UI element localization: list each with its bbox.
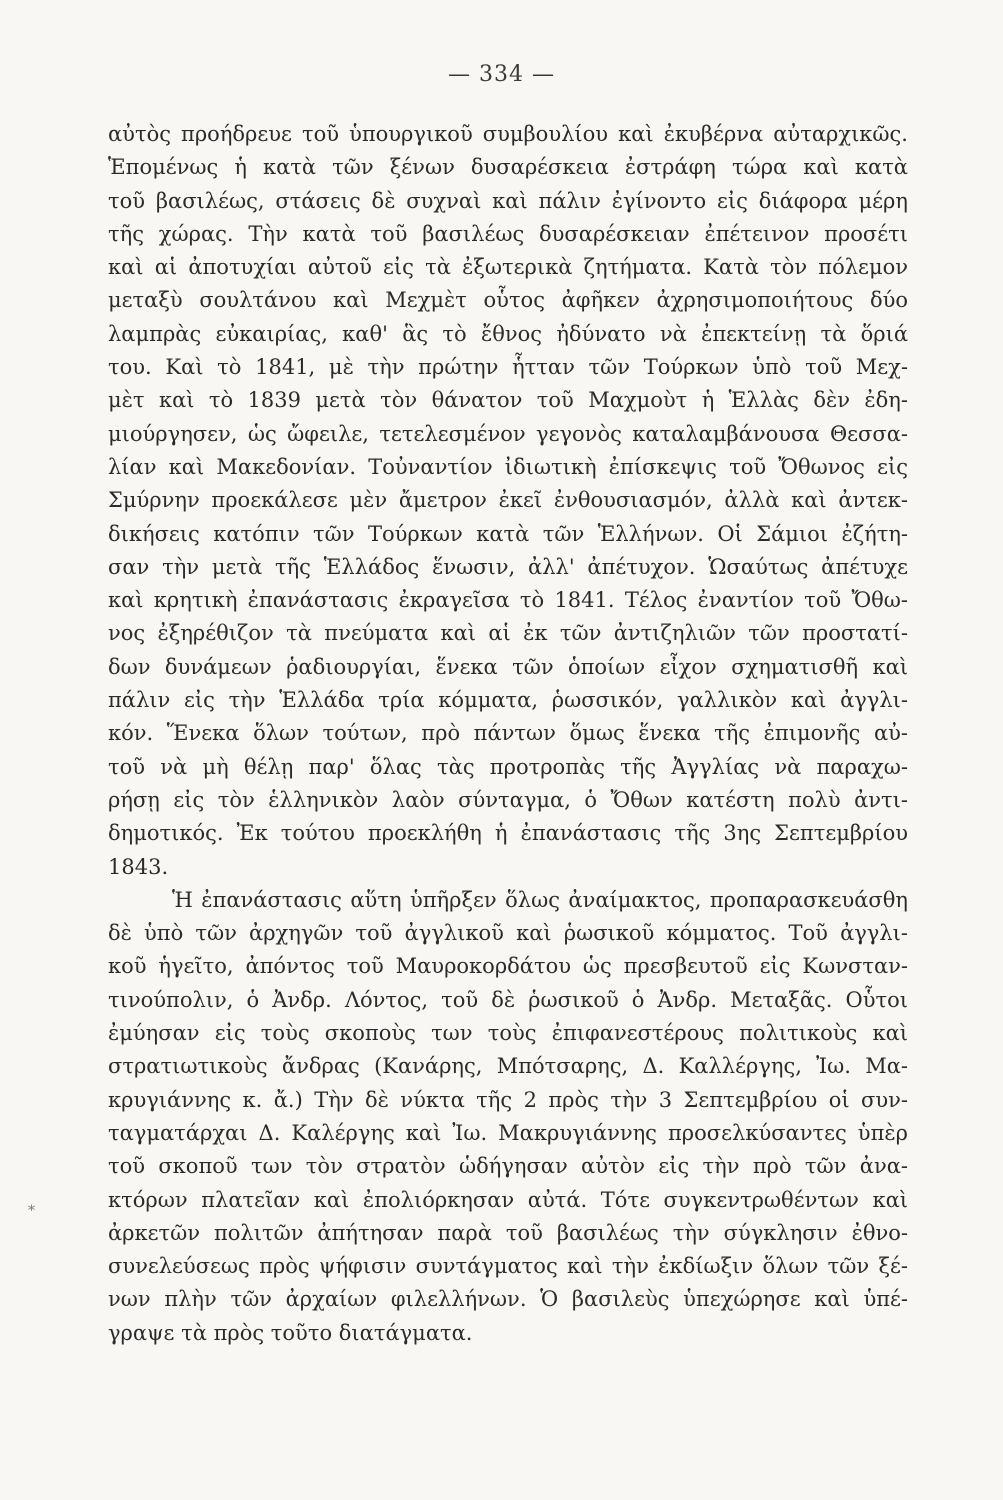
text-line: κόν. Ἕνεκα ὅλων τούτων, πρὸ πάντων ὅμως ἕνεκα τῆς ἐπιμονῆς αὐ- [108,721,908,746]
text-line: ἐμύησαν εἰς τοὺς σκοποὺς των τοὺς ἐπιφανεστέρους πολιτικοὺς καὶ [108,1021,908,1046]
text-line: μὲτ καὶ τὸ 1839 μετὰ τὸν θάνατον τοῦ Μαχμοὺτ ἡ Ἑλλὰς δὲν ἐδη- [108,388,908,413]
text-line: νων πλὴν τῶν ἀρχαίων φιλελλήνων. Ὁ βασιλεὺς ὑπεχώρησε καὶ ὑπέ- [108,1287,908,1312]
stray-ink-mark: * [28,1203,35,1219]
text-line: ἀρκετῶν πολιτῶν ἀπήτησαν παρὰ τοῦ βασιλέως τὴν σύγκλησιν ἐθνο- [108,1220,908,1245]
page-number: — 334 — [448,62,555,87]
text-line: κτόρων πλατεῖαν καὶ ἐπολιόρκησαν αὐτά. Τότε συγκεντρωθέντων καὶ [108,1187,908,1212]
text-line: ταγματάρχαι Δ. Καλέργης καὶ Ἰω. Μακρυγιάννης προσελκύσαντες ὑπὲρ [108,1120,908,1145]
text-line: Ἑπομένως ἡ κατὰ τῶν ξένων δυσαρέσκεια ἐστράφη τώρα καὶ κατὰ [108,155,908,180]
text-line: καὶ κρητικὴ ἐπανάστασις ἐκραγεῖσα τὸ 1841. Τέλος ἐναντίον τοῦ Ὄθω- [108,588,908,613]
text-line: τοῦ σκοποῦ των τὸν στρατὸν ὡδήγησαν αὐτὸν εἰς τὴν πρὸ τῶν ἀνα- [108,1154,908,1179]
text-line: κρυγιάννης κ. ἄ.) Τὴν δὲ νύκτα τῆς 2 πρὸς τὴν 3 Σεπτεμβρίου οἱ συν- [108,1087,908,1112]
text-line: 1843. [108,854,169,879]
text-line: Ἡ ἐπανάστασις αὕτη ὑπῆρξεν ὅλως ἀναίμακτος, προπαρασκευάσθη [172,887,908,912]
text-line: δων δυνάμεων ῥαδιουργίαι, ἕνεκα τῶν ὁποίων εἶχον σχηματισθῆ καὶ [108,654,908,679]
text-line: τοῦ νὰ μὴ θέλῃ παρ' ὅλας τὰς προτροπὰς τῆς Ἀγγλίας νὰ παραχω- [108,754,908,779]
text-line: δὲ ὑπὸ τῶν ἀρχηγῶν τοῦ ἀγγλικοῦ καὶ ῥωσικοῦ κόμματος. Τοῦ ἀγγλι- [108,921,908,946]
text-line: τινούπολιν, ὁ Ἀνδρ. Λόντος, τοῦ δὲ ῥωσικοῦ ὁ Ἀνδρ. Μεταξᾶς. Οὗτοι [108,987,908,1012]
text-line: τοῦ βασιλέως, στάσεις δὲ συχναὶ καὶ πάλιν ἐγίνοντο εἰς διάφορα μέρη [108,188,908,213]
text-line: τῆς χώρας. Τὴν κατὰ τοῦ βασιλέως δυσαρέσκειαν ἐπέτεινον προσέτι [108,221,908,246]
text-line: κοῦ ἡγεῖτο, ἀπόντος τοῦ Μαυροκορδάτου ὡς πρεσβευτοῦ εἰς Κωνσταν- [108,954,908,979]
text-line: Σμύρνην προεκάλεσε μὲν ἄμετρον ἐκεῖ ἐνθουσιασμόν, ἀλλὰ καὶ ἀντεκ- [108,488,908,513]
text-line: νος ἐξηρέθιζον τὰ πνεύματα καὶ αἱ ἐκ τῶν ἀντιζηλιῶν τῶν προστατί- [108,621,908,646]
text-line: του. Καὶ τὸ 1841, μὲ τὴν πρώτην ἧτταν τῶν Τούρκων ὑπὸ τοῦ Μεχ- [108,355,908,380]
body-text [108,118,908,1350]
text-line: ρήσῃ εἰς τὸν ἑλληνικὸν λαὸν σύνταγμα, ὁ Ὄθων κατέστη πολὺ ἀντι- [108,787,908,812]
text-line: γραψε τὰ πρὸς τοῦτο διατάγματα. [108,1320,473,1345]
text-line: δικήσεις κατόπιν τῶν Τούρκων κατὰ τῶν Ἑλλήνων. Οἱ Σάμιοι ἐζήτη- [108,521,908,546]
text-line: λαμπρὰς εὐκαιρίας, καθ' ἃς τὸ ἔθνος ἠδύνατο νὰ ἐπεκτείνῃ τὰ ὅριά [108,321,908,346]
text-line: λίαν καὶ Μακεδονίαν. Τοὐναντίον ἰδιωτικὴ ἐπίσκεψις τοῦ Ὄθωνος εἰς [108,454,908,479]
text-line: πάλιν εἰς τὴν Ἑλλάδα τρία κόμματα, ῥωσσικόν, γαλλικὸν καὶ ἀγγλι- [108,688,908,713]
text-line: δημοτικός. Ἐκ τούτου προεκλήθη ἡ ἐπανάστασις τῆς 3ης Σεπτεμβρίου [108,821,908,846]
text-line: καὶ αἱ ἀποτυχίαι αὐτοῦ εἰς τὰ ἐξωτερικὰ ζητήματα. Κατὰ τὸν πόλεμον [108,255,908,280]
text-line: σαν τὴν μετὰ τῆς Ἑλλάδος ἕνωσιν, ἀλλ' ἀπέτυχον. Ὡσαύτως ἀπέτυχε [108,554,908,579]
text-line: μιούργησεν, ὡς ὤφειλε, τετελεσμένον γεγονὸς καταλαμβάνουσα Θεσσα- [108,421,908,446]
paragraph-1 [108,118,908,884]
text-line: μεταξὺ σουλτάνου καὶ Μεχμὲτ οὗτος ἀφῆκεν ἀχρησιμοποιήτους δύο [108,288,908,313]
paragraph-2 [108,884,908,1350]
text-line: στρατιωτικοὺς ἄνδρας (Κανάρης, Μπότσαρης, Δ. Καλλέργης, Ἰω. Μα- [108,1054,908,1079]
text-line: συνελεύσεως πρὸς ψήφισιν συντάγματος καὶ τὴν ἐκδίωξιν ὅλων τῶν ξέ- [108,1254,908,1279]
text-line: αὐτὸς προήδρευε τοῦ ὑπουργικοῦ συμβουλίου καὶ ἐκυβέρνα αὐταρχικῶς. [108,122,908,146]
